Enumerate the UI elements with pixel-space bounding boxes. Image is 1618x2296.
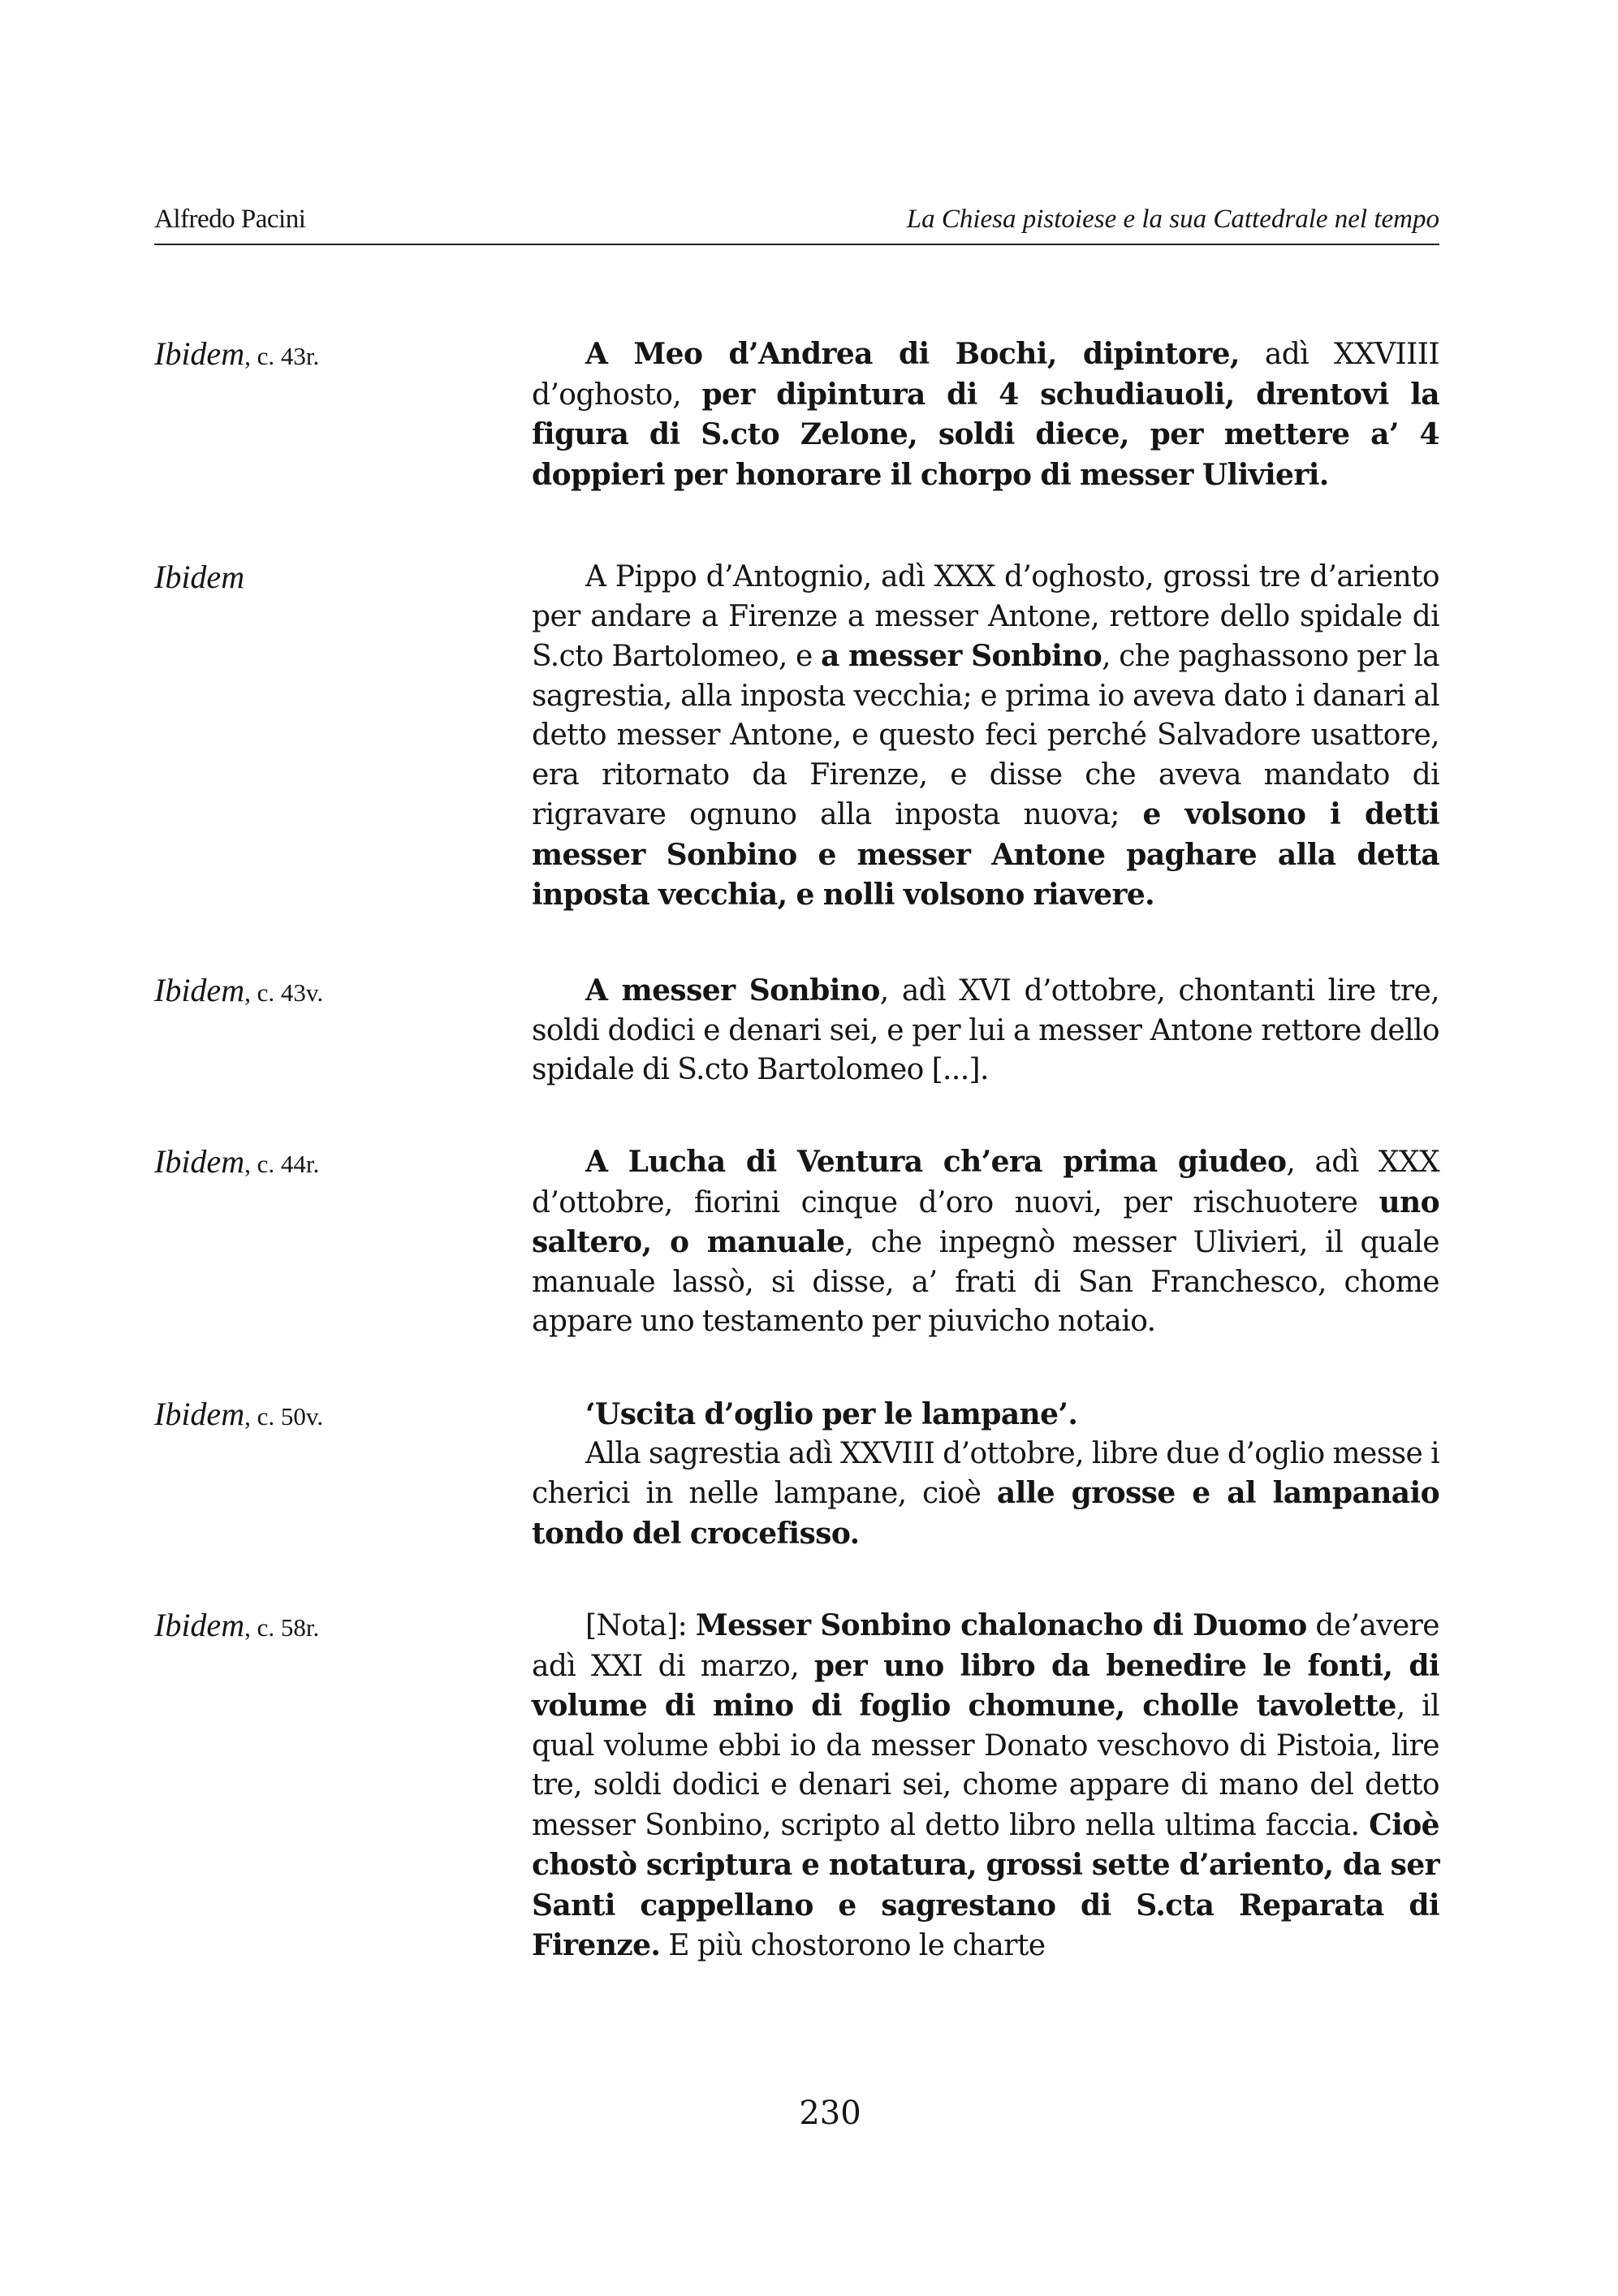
entry-paragraph <box>532 1142 1439 1342</box>
bold-run: per uno libro da benedire le fonti, di volume di mino di foglio chomune, cholle tavolette <box>532 1648 1439 1723</box>
running-head <box>154 198 1439 245</box>
text-run: Alla sagrestia adì XXVIII d’ottobre, libre due d’oglio messe i cherici in nelle lampane, cioè <box>532 1436 1439 1510</box>
bold-run: uno saltero, o manuale <box>532 1185 1439 1259</box>
margin-ref-source: Ibidem <box>154 335 245 372</box>
bold-run: alle grosse e al lampanaio tondo del crocefisso. <box>532 1476 1440 1551</box>
entry-paragraph <box>532 558 1439 916</box>
bold-run: a messer Sonbino <box>820 639 1102 673</box>
margin-ref-location: , c. 43r. <box>244 342 320 370</box>
text-run: [Nota]: <box>585 1609 696 1642</box>
text-run: A Pippo d’Antognio, adì XXX d’oghosto, grossi tre d’ariento per andare a Firenze a messer Antone, rettore dello spidale di S.cto Bartolomeo, e <box>532 560 1439 673</box>
text-run: , il qual volume ebbi io da messer Donato veschovo di Pistoia, lire tre, soldi dodici e denari sei, chome appare di mano del detto messer Sonbino, scripto al detto libro nella ultima faccia. <box>532 1690 1439 1842</box>
bold-run: per dipintura di 4 schudiauoli, drentovi la figura di S.cto Zelone, soldi diece, per mettere a’ 4 doppieri per honorare il chorpo di messer Ulivieri. <box>532 377 1439 492</box>
text-run: , adì XXX d’ottobre, fiorini cinque d’oro nuovi, per rischuotere <box>532 1146 1439 1219</box>
entry-paragraph <box>532 971 1439 1090</box>
bold-run: A Meo d’Andrea di Bochi, dipintore, <box>585 337 1240 371</box>
text-run: , che paghassono per la sagrestia, alla inposta vecchia; e prima io aveva dato i danari al detto messer Antone, e questo feci perché Salvadore usattore, era ritornato da Firenze, e disse che aveva mandato di rigravare ognuno alla inposta nuova; <box>532 640 1439 831</box>
margin-ref-location: , c. 58r. <box>244 1613 320 1642</box>
margin-reference <box>154 334 319 376</box>
text-run: adì XXVIIII d’oghosto, <box>532 338 1439 412</box>
bold-run: e volsono i detti messer Sonbino e messer Antone paghare alla detta inposta vecchia, e nolli volsono riavere. <box>532 797 1439 912</box>
text-run: E più chostorono le charte <box>660 1929 1046 1962</box>
margin-ref-location: , c. 44r. <box>244 1150 320 1178</box>
entry-paragraph <box>532 334 1439 495</box>
margin-ref-source: Ibidem <box>154 559 245 595</box>
text-run: , adì XVI d’ottobre, chontanti lire tre, soldi dodici e denari sei, e per lui a messer Antone rettore dello spidale di S.cto Bartolomeo [...]. <box>532 974 1439 1086</box>
margin-ref-source: Ibidem <box>154 1607 245 1643</box>
page-number <box>0 2095 1618 2132</box>
entry-heading: ‘Uscita d’oglio per le lampane’. <box>585 1397 1078 1431</box>
bold-run: A messer Sonbino <box>585 973 880 1008</box>
entry-text <box>532 334 1439 495</box>
bold-run: Messer Sonbino chalonacho di Duomo <box>695 1608 1307 1642</box>
margin-reference <box>154 1142 319 1184</box>
bold-run: Cioè chostò scriptura e notatura, grossi sette d’ariento, da ser Santi cappellano e sagrestano di S.cta Reparata di Firenze. <box>532 1807 1439 1962</box>
margin-reference <box>154 1395 323 1436</box>
entry-paragraph <box>532 1435 1439 1555</box>
entry-text <box>532 971 1439 1090</box>
entry-text <box>532 1395 1439 1554</box>
margin-reference <box>154 558 244 599</box>
margin-ref-location: , c. 50v. <box>244 1402 324 1431</box>
running-head-author: Alfredo Pacini <box>154 205 306 234</box>
entry-paragraph <box>532 1606 1439 1966</box>
text-run: de’avere adì XXI di marzo, <box>532 1609 1439 1683</box>
text-run: , che inpegnò messer Ulivieri, il quale manuale lassò, si disse, a’ frati di San Franchesco, chome appare uno testamento per piuvicho notaio. <box>532 1226 1439 1338</box>
margin-reference <box>154 1606 319 1647</box>
entry-text <box>532 1606 1439 1966</box>
page-number-text: 230 <box>799 2095 861 2132</box>
margin-ref-source: Ibidem <box>154 972 245 1008</box>
bold-run: A Lucha di Ventura ch’era prima giudeo <box>585 1145 1287 1179</box>
running-head-title: La Chiesa pistoiese e la sua Cattedrale nel tempo <box>906 205 1439 234</box>
entry-text <box>532 558 1439 916</box>
entry-text <box>532 1142 1439 1342</box>
margin-ref-location: , c. 43v. <box>244 978 324 1007</box>
margin-ref-source: Ibidem <box>154 1143 245 1180</box>
margin-reference <box>154 971 323 1012</box>
margin-ref-source: Ibidem <box>154 1396 245 1432</box>
